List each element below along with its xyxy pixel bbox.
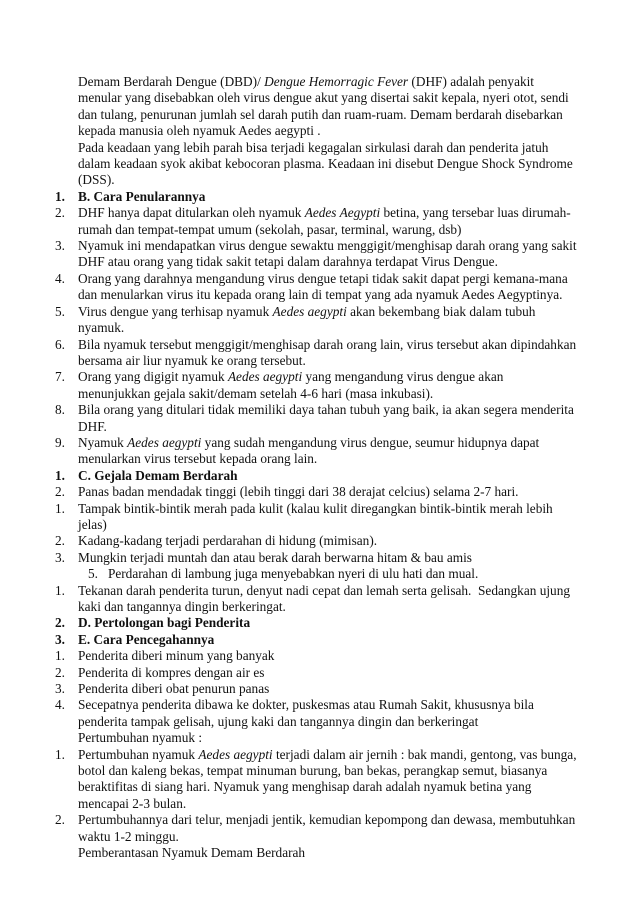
list-number: 7. bbox=[55, 369, 65, 385]
line-text: Tampak bintik-bintik merah pada kulit (kalau kulit diregangkan bintik-bintik merah lebih bbox=[78, 500, 553, 516]
line-text: penderita tampak gelisah, ujung kaki dan tangannya dingin dan berkeringat bbox=[78, 713, 479, 729]
line-text: dan tulang, penurunan jumlah sel darah putih dan ruam-ruam. Demam berdarah disebarkan bbox=[78, 106, 563, 122]
text-line bbox=[55, 665, 575, 681]
line-text: Orang yang darahnya mengandung virus dengue tetapi tidak sakit dapat pergi kemana-mana bbox=[78, 270, 568, 286]
line-text: Orang yang digigit nyamuk Aedes aegypti yang mengandung virus dengue akan bbox=[78, 369, 504, 385]
line-text: DHF. bbox=[78, 418, 107, 434]
text-line bbox=[55, 156, 575, 172]
line-text: menunjukkan gejala sakit/demam setelah 4-6 hari (masa inkubasi). bbox=[78, 385, 434, 401]
text-line bbox=[55, 533, 575, 549]
text-line bbox=[55, 845, 575, 861]
list-number: 8. bbox=[55, 402, 65, 418]
text-line bbox=[55, 107, 575, 123]
list-number: 2. bbox=[55, 615, 65, 631]
list-number: 1. bbox=[55, 582, 65, 598]
line-text: E. Cara Pencegahannya bbox=[78, 631, 215, 647]
line-text: Kadang-kadang terjadi perdarahan di hidung (mimisan). bbox=[78, 533, 378, 549]
list-number: 4. bbox=[55, 697, 65, 713]
line-text: Pertumbuhan nyamuk : bbox=[78, 730, 203, 746]
text-line bbox=[55, 435, 575, 451]
line-text: Pemberantasan Nyamuk Demam Berdarah bbox=[78, 845, 306, 861]
list-number: 6. bbox=[55, 336, 65, 352]
text-line bbox=[55, 566, 575, 582]
text-line bbox=[55, 222, 575, 238]
text-line bbox=[55, 714, 575, 730]
line-text: nyamuk. bbox=[78, 320, 125, 336]
line-text: Secepatnya penderita dibawa ke dokter, puskesmas atau Rumah Sakit, khususnya bila bbox=[78, 697, 534, 713]
text-line bbox=[55, 369, 575, 385]
text-line bbox=[55, 386, 575, 402]
line-text: dalam keadaan syok akibat kebocoran plasma. Keadaan ini disebut Dengue Shock Syndrome bbox=[78, 156, 573, 172]
text-line bbox=[55, 123, 575, 139]
line-text: C. Gejala Demam Berdarah bbox=[78, 467, 238, 483]
text-line bbox=[55, 583, 575, 599]
text-line bbox=[55, 829, 575, 845]
line-text: Mungkin terjadi muntah dan atau berak darah berwarna hitam & bau amis bbox=[78, 549, 472, 565]
text-line bbox=[55, 648, 575, 664]
text-line bbox=[55, 451, 575, 467]
text-line bbox=[55, 402, 575, 418]
text-line bbox=[55, 484, 575, 500]
text-line bbox=[55, 796, 575, 812]
line-text: Penderita diberi obat penurun panas bbox=[78, 681, 270, 697]
line-text: beraktifitas di siang hari. Nyamuk yang menghisap darah adalah nyamuk betina yang bbox=[78, 779, 532, 795]
list-number: 5. bbox=[55, 303, 65, 319]
text-line bbox=[55, 681, 575, 697]
line-text: (DSS). bbox=[78, 172, 115, 188]
text-line bbox=[55, 304, 575, 320]
text-line bbox=[55, 550, 575, 566]
line-text: kaki dan tangannya dingin berkeringat. bbox=[78, 599, 286, 614]
line-text: Penderita diberi minum yang banyak bbox=[78, 648, 275, 664]
text-line bbox=[55, 287, 575, 303]
list-number: 1. bbox=[55, 188, 65, 204]
list-number: 2. bbox=[55, 205, 65, 221]
line-text: menular yang disebabkan oleh virus dengue akut yang disertai sakit kepala, nyeri otot, sendi bbox=[78, 90, 569, 106]
list-number: 1. bbox=[55, 500, 65, 516]
text-line bbox=[55, 353, 575, 369]
list-number: 2. bbox=[55, 484, 65, 500]
text-line bbox=[55, 205, 575, 221]
text-line bbox=[55, 812, 575, 828]
line-text: Demam Berdarah Dengue (DBD)/ Dengue Hemorragic Fever (DHF) adalah penyakit bbox=[78, 74, 535, 89]
text-line bbox=[55, 517, 575, 533]
list-number: 2. bbox=[55, 533, 65, 549]
document-body bbox=[55, 74, 575, 862]
text-line bbox=[55, 730, 575, 746]
text-line bbox=[55, 172, 575, 188]
line-text: Pada keadaan yang lebih parah bisa terjadi kegagalan sirkulasi darah dan penderita jatuh bbox=[78, 139, 549, 155]
line-text: DHF hanya dapat ditularkan oleh nyamuk Aedes Aegypti betina, yang tersebar luas dirumah- bbox=[78, 205, 571, 221]
list-number: 1. bbox=[55, 648, 65, 664]
text-line bbox=[55, 320, 575, 336]
line-text: kepada manusia oleh nyamuk Aedes aegypti . bbox=[78, 123, 321, 139]
text-line bbox=[55, 419, 575, 435]
list-number: 3. bbox=[55, 631, 65, 647]
section-heading bbox=[55, 632, 575, 648]
text-line bbox=[55, 501, 575, 517]
section-heading bbox=[55, 189, 575, 205]
text-line bbox=[55, 140, 575, 156]
text-line bbox=[55, 254, 575, 270]
line-text: Pertumbuhan nyamuk Aedes aegypti terjadi dalam air jernih : bak mandi, gentong, vas bunga, bbox=[78, 746, 577, 762]
text-line bbox=[55, 271, 575, 287]
line-text: B. Cara Penularannya bbox=[78, 188, 206, 204]
line-text: Nyamuk Aedes aegypti yang sudah mengandung virus dengue, seumur hidupnya dapat bbox=[78, 434, 540, 450]
line-text: Tekanan darah penderita turun, denyut nadi cepat dan lemah serta gelisah. Sedangkan ujung bbox=[78, 582, 570, 598]
text-line bbox=[55, 74, 575, 90]
line-text: waktu 1-2 minggu. bbox=[78, 828, 179, 844]
section-heading bbox=[55, 615, 575, 631]
list-number: 3. bbox=[55, 238, 65, 254]
line-text: D. Pertolongan bagi Penderita bbox=[78, 615, 251, 631]
text-line bbox=[55, 763, 575, 779]
list-number: 1. bbox=[55, 467, 65, 483]
text-line bbox=[55, 747, 575, 763]
line-text: Bila nyamuk tersebut menggigit/menghisap darah orang lain, virus tersebut akan dipindahkan bbox=[78, 336, 577, 352]
text-line bbox=[55, 337, 575, 353]
list-number: 3. bbox=[55, 681, 65, 697]
text-line bbox=[55, 599, 575, 615]
text-line bbox=[55, 697, 575, 713]
line-text: Nyamuk ini mendapatkan virus dengue sewaktu menggigit/menghisap darah orang yang sakit bbox=[78, 238, 577, 254]
list-number: 2. bbox=[55, 664, 65, 680]
text-line bbox=[55, 238, 575, 254]
line-text: rumah dan tempat-tempat umum (sekolah, pasar, terminal, warung, dsb) bbox=[78, 221, 462, 237]
list-number: 3. bbox=[55, 549, 65, 565]
line-text: DHF atau orang yang tidak sakit tetapi dalam darahnya terdapat Virus Dengue. bbox=[78, 254, 498, 270]
text-line bbox=[55, 779, 575, 795]
section-heading bbox=[55, 468, 575, 484]
line-text: menularkan virus tersebut kepada orang lain. bbox=[78, 451, 318, 467]
line-text: dan menularkan virus itu kepada orang lain di tempat yang ada nyamuk Aedes Aegyptinya. bbox=[78, 287, 563, 303]
line-text: 5. Perdarahan di lambung juga menyebabkan nyeri di ulu hati dan mual. bbox=[88, 566, 479, 582]
list-number: 2. bbox=[55, 812, 65, 828]
text-line bbox=[55, 90, 575, 106]
line-text: Virus dengue yang terhisap nyamuk Aedes aegypti akan bekembang biak dalam tubuh bbox=[78, 303, 536, 319]
list-number: 4. bbox=[55, 270, 65, 286]
line-text: botol dan kaleng bekas, tempat minuman burung, ban bekas, perangkap semut, biasanya bbox=[78, 763, 548, 779]
line-text: Penderita di kompres dengan air es bbox=[78, 664, 265, 680]
list-number: 9. bbox=[55, 434, 65, 450]
line-text: mencapai 2-3 bulan. bbox=[78, 795, 187, 811]
list-number: 1. bbox=[55, 746, 65, 762]
line-text: jelas) bbox=[78, 516, 107, 532]
line-text: Pertumbuhannya dari telur, menjadi jentik, kemudian kepompong dan dewasa, membutuhkan bbox=[78, 812, 576, 828]
line-text: Bila orang yang ditulari tidak memiliki daya tahan tubuh yang baik, ia akan segera menderita bbox=[78, 402, 574, 418]
line-text: Panas badan mendadak tinggi (lebih tinggi dari 38 derajat celcius) selama 2-7 hari. bbox=[78, 484, 519, 500]
line-text: bersama air liur nyamuk ke orang tersebut. bbox=[78, 352, 306, 368]
